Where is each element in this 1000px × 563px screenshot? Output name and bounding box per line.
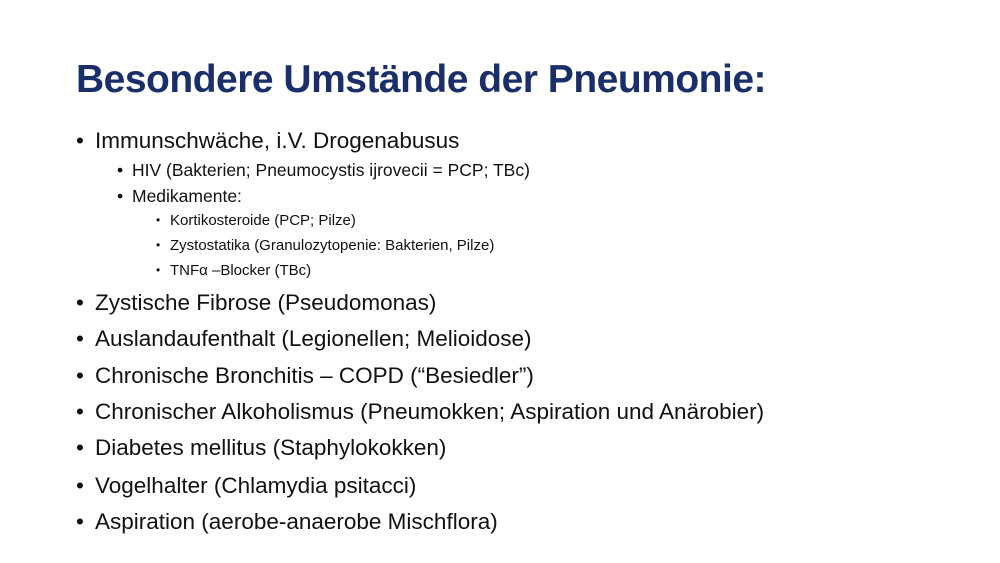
list-item bbox=[156, 212, 356, 229]
bullet-icon: • bbox=[156, 263, 161, 277]
list-item-text: Diabetes mellitus (Staphylokokken) bbox=[95, 435, 447, 460]
bullet-icon: • bbox=[76, 399, 84, 424]
list-item bbox=[76, 399, 765, 425]
list-item bbox=[156, 262, 312, 279]
list-item-text: Vogelhalter (Chlamydia psitacci) bbox=[95, 473, 417, 498]
slide-title: Besondere Umstände der Pneumonie: bbox=[76, 58, 766, 101]
bullet-icon: • bbox=[117, 160, 124, 180]
bullet-icon: • bbox=[76, 435, 84, 460]
bullet-icon: • bbox=[76, 473, 84, 498]
list-item bbox=[76, 435, 447, 461]
list-item bbox=[156, 237, 495, 254]
list-item-text: TNFα –Blocker (TBc) bbox=[170, 262, 312, 279]
bullet-icon: • bbox=[117, 186, 124, 206]
list-item-text: Zystostatika (Granulozytopenie: Bakterien, Pilze) bbox=[170, 237, 495, 254]
bullet-icon: • bbox=[76, 363, 84, 388]
list-item-text: Auslandaufenthalt (Legionellen; Melioidose) bbox=[95, 326, 532, 351]
list-item bbox=[76, 290, 437, 316]
bullet-icon: • bbox=[76, 326, 84, 351]
bullet-icon: • bbox=[76, 509, 84, 534]
list-item-text: Immunschwäche, i.V. Drogenabusus bbox=[95, 128, 460, 153]
list-item bbox=[76, 473, 417, 499]
list-item-text: HIV (Bakterien; Pneumocystis ijrovecii = PCP; TBc) bbox=[132, 160, 530, 180]
list-item-text: Kortikosteroide (PCP; Pilze) bbox=[170, 212, 356, 229]
list-item-text: Zystische Fibrose (Pseudomonas) bbox=[95, 290, 437, 315]
list-item-text: Chronischer Alkoholismus (Pneumokken; Aspiration und Anärobier) bbox=[95, 399, 765, 424]
list-item-text: Chronische Bronchitis – COPD (“Besiedler”) bbox=[95, 363, 534, 388]
bullet-icon: • bbox=[156, 238, 161, 252]
list-item bbox=[76, 326, 532, 352]
list-item bbox=[76, 363, 534, 389]
list-item bbox=[117, 186, 242, 207]
list-item-text: Aspiration (aerobe-anaerobe Mischflora) bbox=[95, 509, 498, 534]
list-item bbox=[76, 128, 460, 154]
list-item bbox=[117, 160, 530, 181]
bullet-icon: • bbox=[156, 213, 161, 227]
list-item-text: Medikamente: bbox=[132, 186, 242, 206]
bullet-icon: • bbox=[76, 290, 84, 315]
list-item bbox=[76, 509, 498, 535]
bullet-icon: • bbox=[76, 128, 84, 153]
